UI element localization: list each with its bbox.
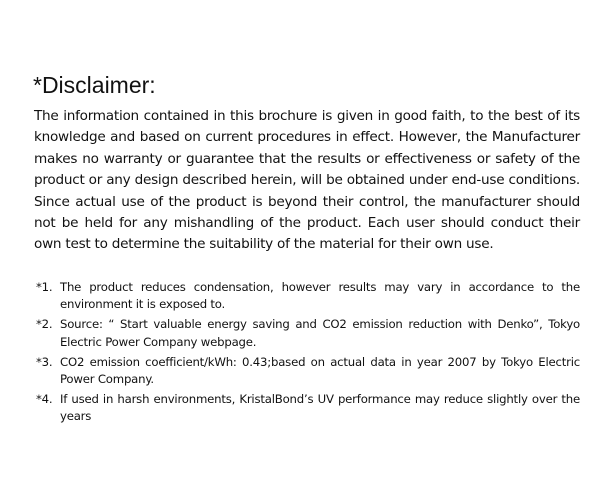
- footnote-marker: *4.: [36, 392, 53, 407]
- footnote-item: [36, 354, 580, 388]
- footnotes-list: [36, 279, 580, 429]
- footnote-item: [36, 279, 580, 313]
- footnote-text: The product reduces condensation, however results may vary in accordance to the environment it is exposed to.: [60, 280, 580, 312]
- disclaimer-title: *Disclaimer:: [33, 72, 156, 98]
- footnote-text: CO2 emission coefficient/kWh: 0.43;based on actual data in year 2007 by Tokyo Electric Power Company.: [60, 354, 580, 387]
- footnote-text: Source: “ Start valuable energy saving and CO2 emission reduction with Denko”, Tokyo Electric Power Company webpage.: [60, 317, 580, 349]
- footnote-marker: *2.: [36, 317, 53, 332]
- disclaimer-body: The information contained in this brochure is given in good faith, to the best of its knowledge and based on current procedures in effect. However, the Manufacturer makes no warranty or guarantee that the results or effectiveness or safety of the product or any design described herein, will be obtained under end-use conditions. Since actual use of the product is beyond their control, the manufacturer should not be held for any mishandling of the product. Each user should conduct their own test to determine the suitability of the material for their own use.: [34, 108, 580, 253]
- footnote-marker: *3.: [36, 354, 53, 369]
- footnote-text: If used in harsh environments, KristalBond’s UV performance may reduce slightly over the years: [60, 392, 580, 424]
- footnote-item: [36, 316, 580, 350]
- footnote-marker: *1.: [36, 280, 53, 294]
- footnote-item: [36, 391, 580, 425]
